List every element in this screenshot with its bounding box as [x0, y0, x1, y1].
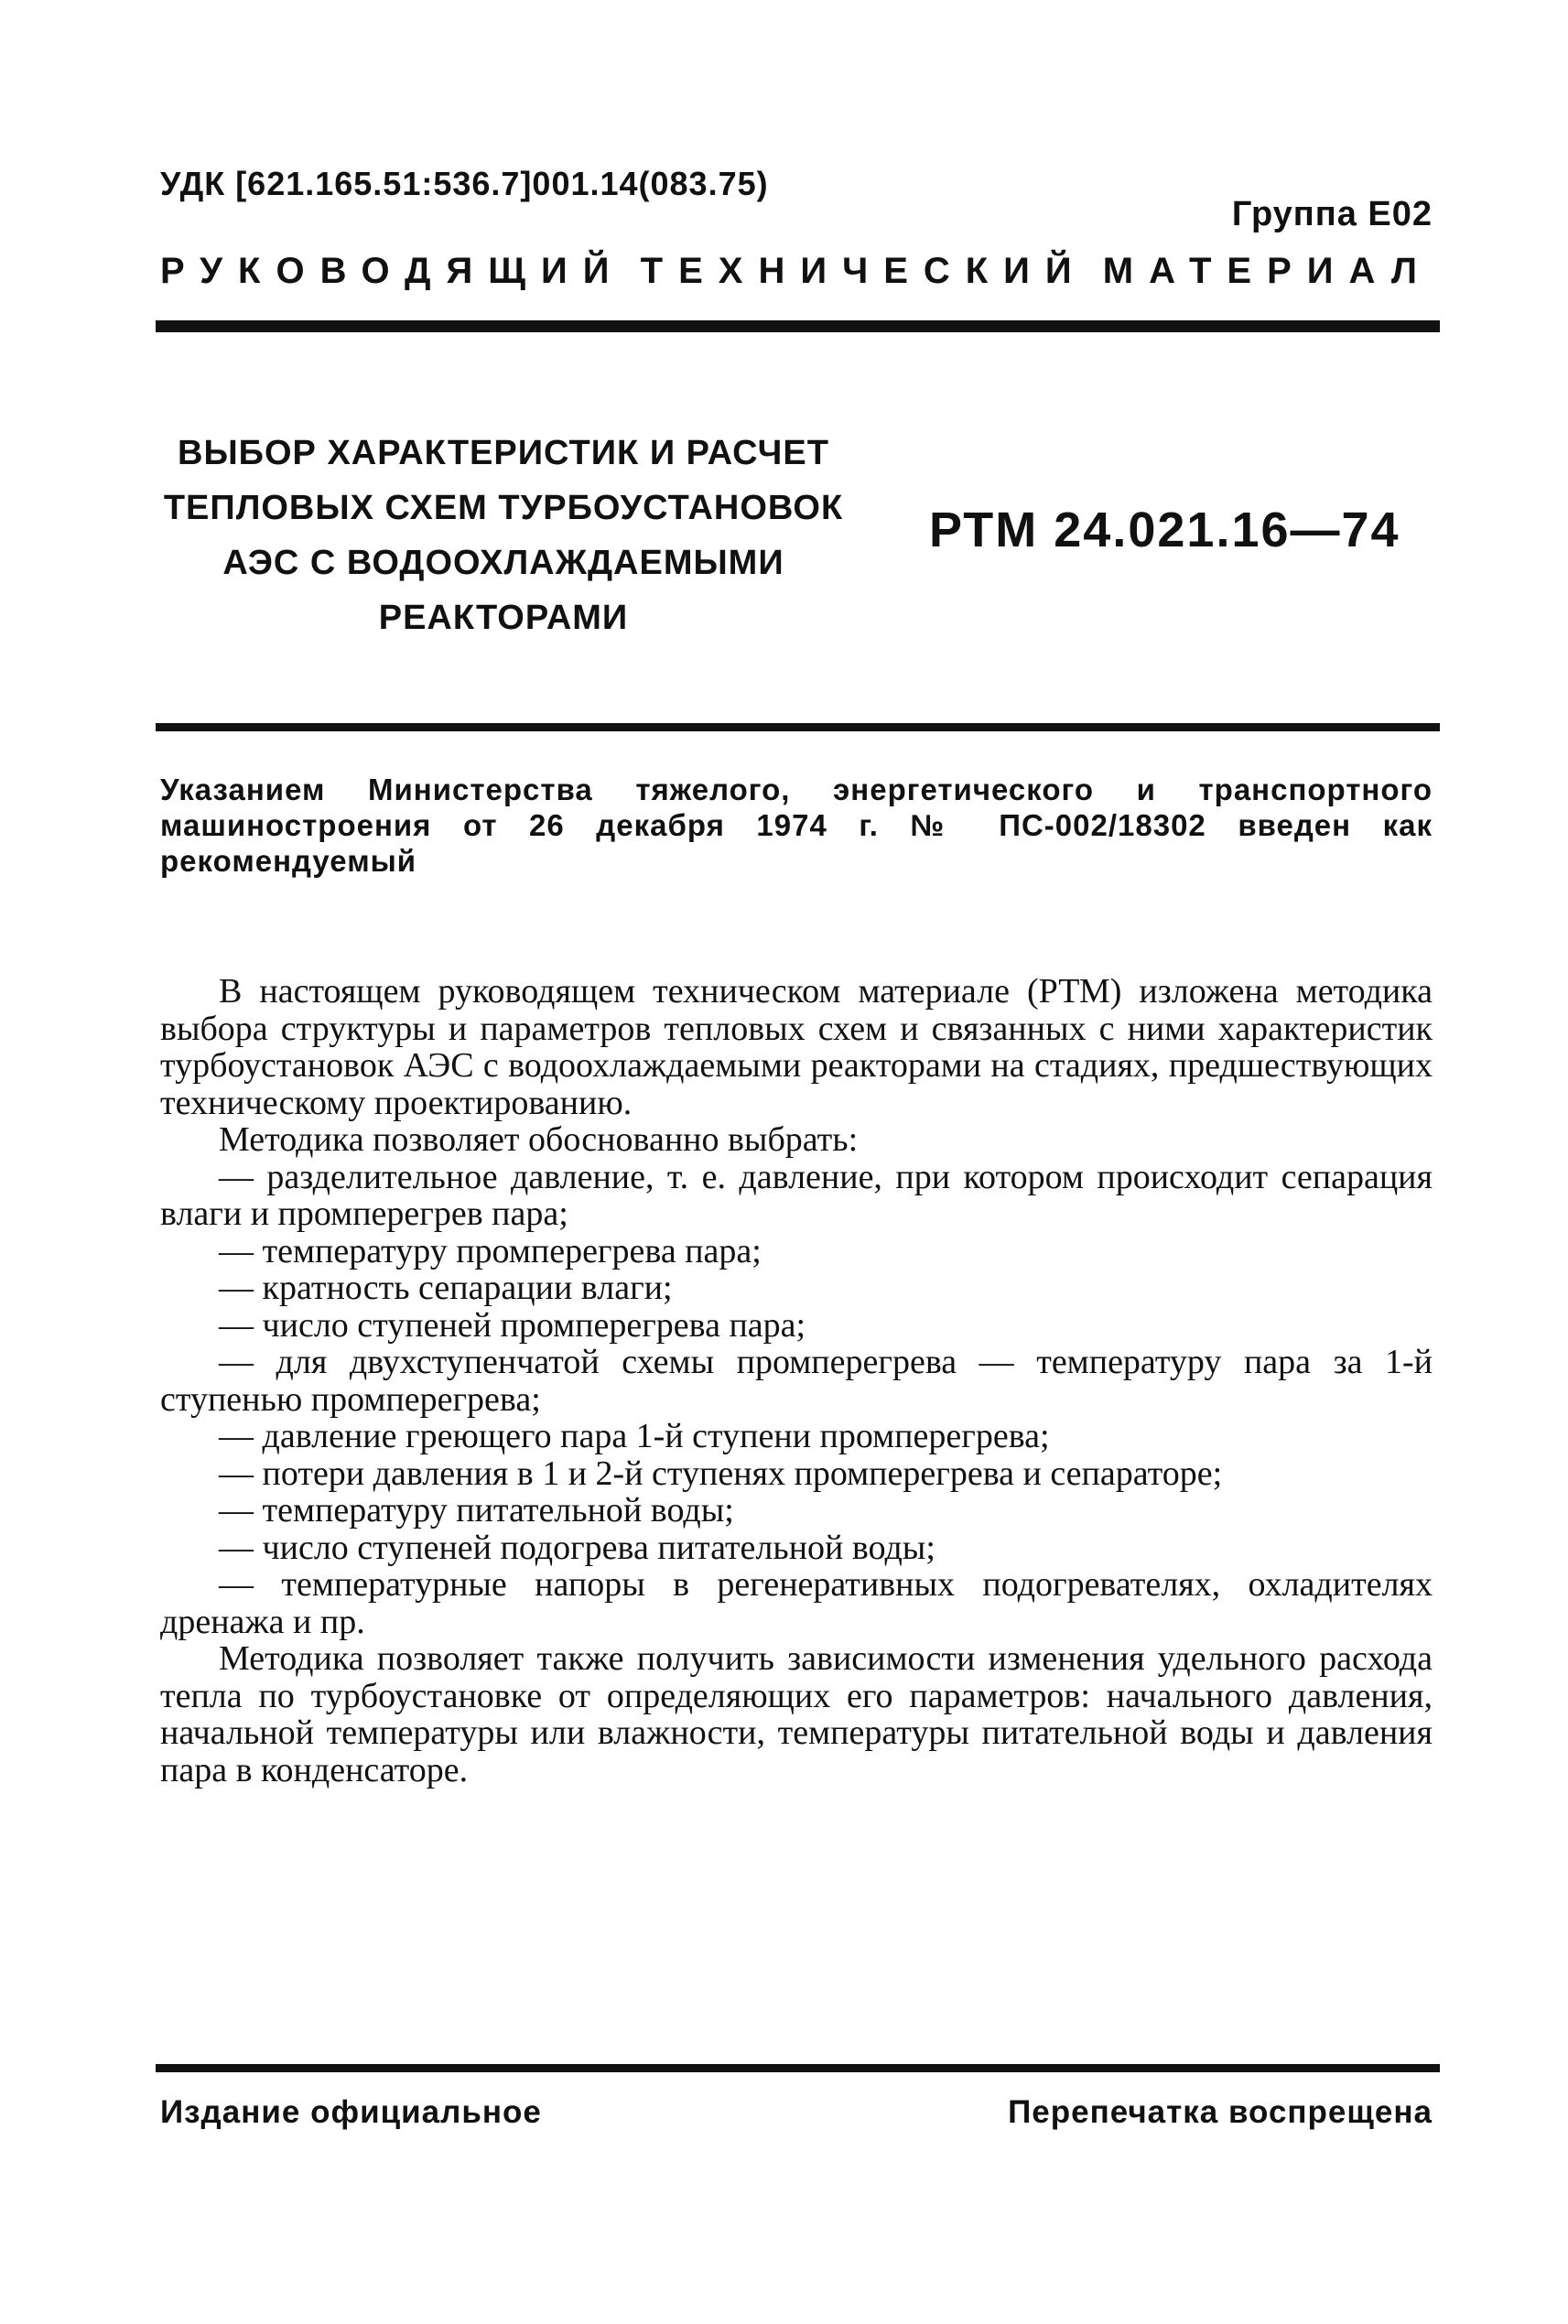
body-paragraph: Методика позволяет также получить зависимости изменения удельного расхода тепла по турбоустановке от определяющих его параметров: начального давления, начальной температуры или влажности, температуры питательной воды и давления пара в конденсаторе.: [160, 1639, 1433, 1789]
body-paragraph: В настоящем руководящем техническом материале (РТМ) изложена методика выбора структуры и параметров тепловых схем и связанных с ними характеристик турбоустановок АЭС с водоохлаждаемыми реакторами на стадиях, предшествующих техническому проектированию.: [160, 972, 1433, 1122]
title-line: РЕАКТОРАМИ: [378, 599, 629, 637]
body-paragraph: — кратность сепарации влаги;: [219, 1269, 673, 1307]
edition-note: Издание официальное: [160, 2094, 542, 2130]
body-paragraph: — число ступеней подогрева питательной воды;: [219, 1528, 935, 1567]
title-line: ТЕПЛОВЫХ СХЕМ ТУРБОУСТАНОВОК: [163, 489, 844, 527]
body-paragraph: — давление греющего пара 1-й ступени промперегрева;: [219, 1417, 1050, 1455]
body-paragraph: Методика позволяет обоснованно выбрать:: [219, 1120, 859, 1159]
title-line: АЭС С ВОДООХЛАЖДАЕМЫМИ: [222, 544, 784, 582]
document-type-word: МАТЕРИАЛ: [1102, 251, 1433, 291]
document-code: РТМ 24.021.16—74: [929, 503, 1400, 557]
document-type-word: РУКОВОДЯЩИЙ: [160, 251, 625, 291]
body-paragraph: — для двухступенчатой схемы промперегрева — температуру пара за 1-й ступенью промперегрева;: [160, 1343, 1433, 1419]
body-paragraph: — температуру питательной воды;: [219, 1491, 734, 1530]
decree-note: Указанием Министерства тяжелого, энергетического и транспортного машиностроения от 26 декабря 1974 г. № ПС-002/18302 введен как рекомендуемый: [160, 773, 1433, 878]
title-line: ВЫБОР ХАРАКТЕРИСТИК И РАСЧЕТ: [178, 434, 829, 472]
group-code: Группа Е02: [1231, 195, 1433, 233]
body-paragraph: — число ступеней промперегрева пара;: [219, 1305, 806, 1345]
reprint-note: Перепечатка воспрещена: [1008, 2094, 1433, 2130]
top-divider: [156, 320, 1440, 332]
document-type-word: ТЕХНИЧЕСКИЙ: [640, 251, 1087, 291]
body-paragraph: — разделительное давление, т. е. давление, при котором происходит сепарация влаги и промперегрев пара;: [160, 1157, 1433, 1233]
body-paragraph: — потери давления в 1 и 2-й ступенях промперегрева и сепараторе;: [219, 1454, 1223, 1493]
body-paragraph: — температурные напоры в регенеративных подогревателях, охладителях дренажа и пр.: [160, 1565, 1433, 1641]
title-divider: [156, 723, 1440, 731]
body-text: [160, 973, 1433, 1789]
document-title: [156, 426, 851, 645]
document-type-heading: [160, 251, 1433, 292]
body-paragraph: — температуру промперегрева пара;: [219, 1231, 762, 1270]
udk-code: УДК [621.165.51:536.7]001.14(083.75): [160, 165, 769, 202]
bottom-divider: [156, 2064, 1440, 2072]
